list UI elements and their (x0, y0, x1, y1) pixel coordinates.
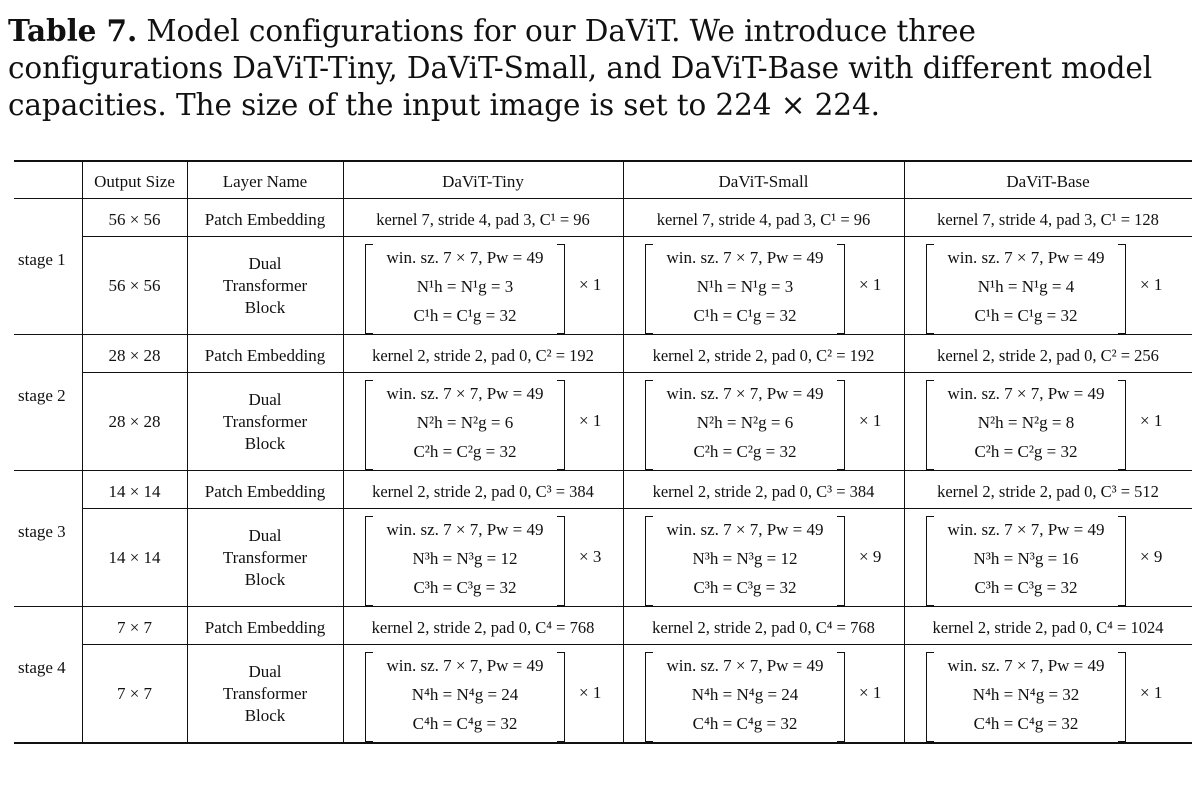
block-config-matrix (365, 244, 565, 336)
block-repeat-count: × 1 (1140, 275, 1163, 294)
block-config-matrix (365, 652, 565, 744)
patch-embedding-config: kernel 2, stride 2, pad 0, C² = 192 (372, 346, 594, 365)
block-repeat-count: × 9 (859, 547, 882, 566)
block-layer-name: Block (244, 298, 286, 317)
block-config-line: N¹h = N¹g = 4 (977, 277, 1075, 296)
patch-layer-name: Patch Embedding (204, 618, 326, 637)
block-repeat-count: × 1 (859, 275, 882, 294)
patch-layer-name: Patch Embedding (204, 210, 326, 229)
block-layer-name: Block (244, 434, 286, 453)
patch-output-size: 28 × 28 (108, 346, 161, 365)
block-config-line: win. sz. 7 × 7, Pw = 49 (386, 656, 544, 675)
patch-embedding-config: kernel 2, stride 2, pad 0, C² = 192 (652, 346, 875, 365)
block-config-line: win. sz. 7 × 7, Pw = 49 (386, 248, 544, 267)
block-config-line: N²h = N²g = 6 (696, 413, 794, 432)
block-config-matrix (926, 244, 1126, 336)
patch-embedding-config: kernel 2, stride 2, pad 0, C² = 256 (937, 346, 1159, 365)
patch-embedding-config: kernel 2, stride 2, pad 0, C⁴ = 1024 (932, 618, 1164, 637)
header-davit-small: DaViT-Small (718, 172, 809, 191)
block-layer-name: Transformer (222, 276, 308, 295)
block-config-matrix (926, 516, 1126, 608)
column-divider (82, 160, 83, 742)
block-config-line: win. sz. 7 × 7, Pw = 49 (386, 384, 544, 403)
block-config-line: N³h = N³g = 12 (412, 549, 518, 568)
block-layer-name: Dual (248, 390, 282, 409)
block-repeat-count: × 1 (859, 683, 882, 702)
block-repeat-count: × 1 (579, 683, 602, 702)
block-config-line: N²h = N²g = 8 (977, 413, 1075, 432)
block-config-line: win. sz. 7 × 7, Pw = 49 (666, 656, 824, 675)
block-config-matrix (645, 652, 845, 744)
stage-label: stage 1 (18, 250, 66, 269)
column-divider (904, 160, 905, 742)
block-config-line: win. sz. 7 × 7, Pw = 49 (947, 520, 1105, 539)
block-config-matrix (645, 380, 845, 472)
patch-row-rule (82, 508, 1192, 509)
block-config-matrix (645, 244, 845, 336)
block-config-line: C³h = C³g = 32 (974, 578, 1078, 597)
patch-embedding-config: kernel 2, stride 2, pad 0, C³ = 512 (937, 482, 1159, 501)
block-config-line: C²h = C²g = 32 (693, 442, 797, 461)
patch-layer-name: Patch Embedding (204, 346, 326, 365)
patch-embedding-config: kernel 7, stride 4, pad 3, C¹ = 96 (656, 210, 871, 229)
header-layer-name: Layer Name (222, 172, 308, 191)
block-layer-name: Dual (248, 662, 282, 681)
block-layer-name: Dual (248, 526, 282, 545)
stage-label: stage 2 (18, 386, 66, 405)
patch-embedding-config: kernel 7, stride 4, pad 3, C¹ = 128 (937, 210, 1159, 229)
block-repeat-count: × 1 (1140, 683, 1163, 702)
block-config-line: N¹h = N¹g = 3 (696, 277, 794, 296)
block-config-line: win. sz. 7 × 7, Pw = 49 (947, 656, 1105, 675)
block-repeat-count: × 1 (579, 275, 602, 294)
patch-row-rule (82, 372, 1192, 373)
table-top-rule (14, 160, 1192, 162)
block-repeat-count: × 9 (1140, 547, 1163, 566)
table-caption (8, 12, 1192, 124)
block-repeat-count: × 1 (1140, 411, 1163, 430)
block-config-matrix (365, 380, 565, 472)
stage-label: stage 4 (18, 658, 66, 677)
patch-embedding-config: kernel 2, stride 2, pad 0, C³ = 384 (372, 482, 594, 501)
stage-rule (14, 470, 1192, 471)
patch-embedding-config: kernel 2, stride 2, pad 0, C³ = 384 (652, 482, 875, 501)
patch-row-rule (82, 644, 1192, 645)
block-config-line: C¹h = C¹g = 32 (974, 306, 1078, 325)
block-layer-name: Block (244, 706, 286, 725)
block-config-line: C²h = C²g = 32 (974, 442, 1078, 461)
header-davit-tiny: DaViT-Tiny (442, 172, 524, 191)
block-repeat-count: × 3 (579, 547, 602, 566)
block-config-line: C¹h = C¹g = 32 (693, 306, 797, 325)
block-layer-name: Transformer (222, 412, 308, 431)
table-caption-text: Model configurations for our DaViT. We introduce three configurations DaViT-Tiny, DaViT-Small, and DaViT-Base with different model capacities. The size of the input image is set to 224 × 224. (8, 14, 1153, 122)
block-config-line: N⁴h = N⁴g = 24 (411, 685, 519, 704)
stage-label: stage 3 (18, 522, 66, 541)
table-caption-tag: Table 7. (8, 13, 138, 48)
block-config-matrix (645, 516, 845, 608)
block-config-line: N¹h = N¹g = 3 (416, 277, 514, 296)
block-layer-name: Transformer (222, 684, 308, 703)
column-divider (343, 160, 344, 742)
block-config-line: N⁴h = N⁴g = 32 (972, 685, 1080, 704)
column-divider (187, 160, 188, 742)
block-layer-name: Block (244, 570, 286, 589)
header-davit-base: DaViT-Base (1006, 172, 1090, 191)
block-config-line: C⁴h = C⁴g = 32 (692, 714, 798, 733)
block-config-matrix (365, 516, 565, 608)
block-output-size: 28 × 28 (108, 412, 161, 431)
stage-rule (14, 606, 1192, 607)
patch-row-rule (82, 236, 1192, 237)
block-config-line: win. sz. 7 × 7, Pw = 49 (947, 384, 1105, 403)
block-config-line: C¹h = C¹g = 32 (413, 306, 517, 325)
block-config-line: win. sz. 7 × 7, Pw = 49 (947, 248, 1105, 267)
block-config-line: C³h = C³g = 32 (693, 578, 797, 597)
patch-output-size: 14 × 14 (108, 482, 161, 501)
block-config-line: win. sz. 7 × 7, Pw = 49 (666, 248, 824, 267)
header-output-size: Output Size (94, 172, 175, 191)
patch-embedding-config: kernel 2, stride 2, pad 0, C⁴ = 768 (652, 618, 875, 637)
block-config-matrix (926, 652, 1126, 744)
patch-embedding-config: kernel 2, stride 2, pad 0, C⁴ = 768 (371, 618, 595, 637)
block-config-line: win. sz. 7 × 7, Pw = 49 (666, 520, 824, 539)
block-config-line: C⁴h = C⁴g = 32 (973, 714, 1079, 733)
block-config-line: win. sz. 7 × 7, Pw = 49 (666, 384, 824, 403)
column-divider (623, 160, 624, 742)
patch-output-size: 7 × 7 (116, 618, 153, 637)
block-config-line: N⁴h = N⁴g = 24 (691, 685, 799, 704)
block-config-line: N²h = N²g = 6 (416, 413, 514, 432)
block-config-line: C²h = C²g = 32 (413, 442, 517, 461)
table-bottom-rule (14, 742, 1192, 744)
stage-rule (14, 334, 1192, 335)
block-output-size: 56 × 56 (108, 276, 161, 295)
block-layer-name: Transformer (222, 548, 308, 567)
block-config-line: N³h = N³g = 12 (692, 549, 798, 568)
patch-output-size: 56 × 56 (108, 210, 161, 229)
header-rule (14, 198, 1192, 199)
block-config-matrix (926, 380, 1126, 472)
block-repeat-count: × 1 (579, 411, 602, 430)
block-layer-name: Dual (248, 254, 282, 273)
block-repeat-count: × 1 (859, 411, 882, 430)
block-config-line: N³h = N³g = 16 (973, 549, 1079, 568)
block-output-size: 14 × 14 (108, 548, 161, 567)
block-output-size: 7 × 7 (116, 684, 153, 703)
patch-embedding-config: kernel 7, stride 4, pad 3, C¹ = 96 (376, 210, 590, 229)
patch-layer-name: Patch Embedding (204, 482, 326, 501)
block-config-line: C⁴h = C⁴g = 32 (412, 714, 518, 733)
block-config-line: win. sz. 7 × 7, Pw = 49 (386, 520, 544, 539)
block-config-line: C³h = C³g = 32 (413, 578, 517, 597)
